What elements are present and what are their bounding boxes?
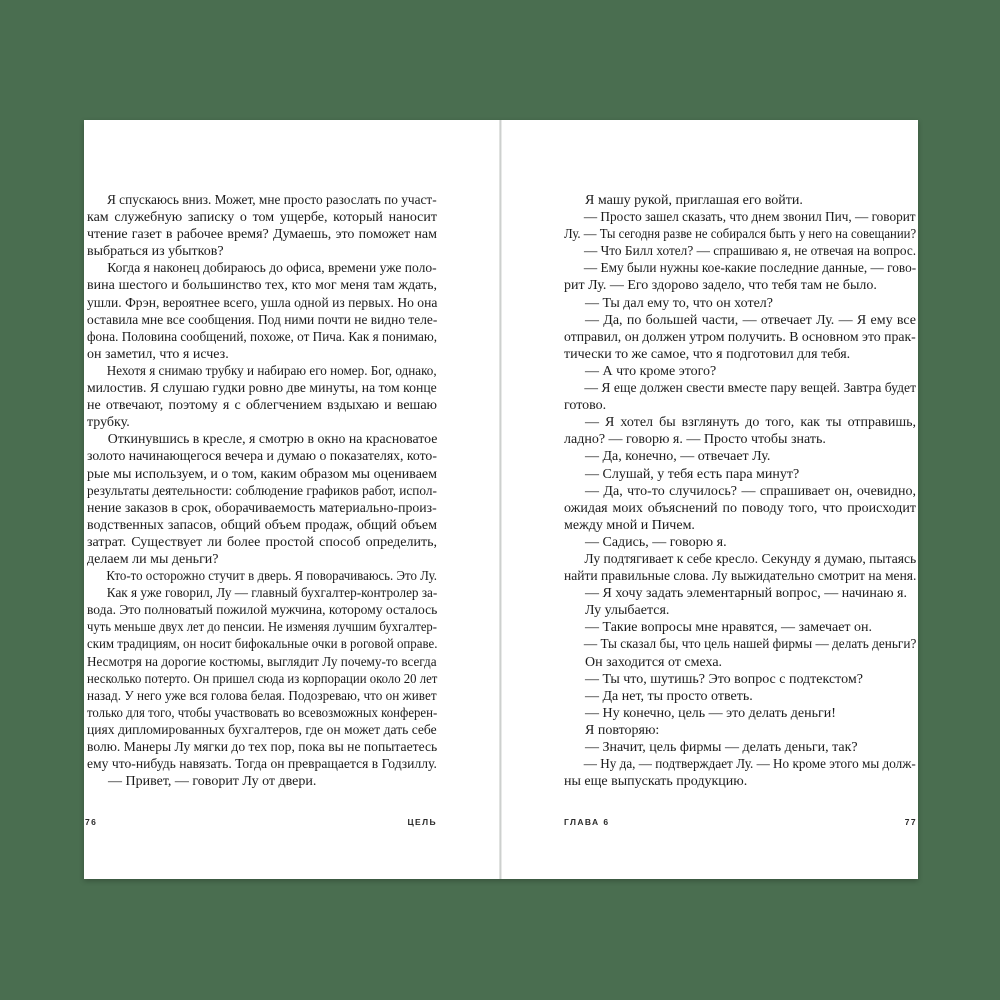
text-line: делаем ли мы деньги? [87,551,219,567]
text-line: несколько потерто. Он пришел сюда из корпорации около 20 лет [87,671,438,687]
text-line: — Такие вопросы мне нравятся, — замечает он. [585,620,873,636]
text-line: золото начинающегося вечера и думаю о показателях, кото- [87,449,437,465]
text-line: чтение газет в рабочее время? Думаешь, это поможет нам [87,227,437,243]
text-line: Я повторяю: [585,722,660,738]
text-line: Лу. — Ты сегодня разве не собирался быть у него на совещании? [564,227,917,243]
text-line: — Что Билл хотел? — спрашиваю я, не отвечая на вопрос. [583,244,917,260]
text-line: — А что кроме этого? [585,363,717,379]
text-line: ему что-нибудь навязать. Тогда он превращается в Годзиллу. [87,757,437,773]
text-line: только для того, чтобы участвовать во всевозможных конферен- [87,705,438,721]
text-line: — Я хочу задать элементарный вопрос, — начинаю я. [585,586,907,602]
text-line: — Да, по большей части, — отвечает Лу. — Я ему все [585,312,916,328]
text-line: Как я уже говорил, Лу — главный бухгалтер-контролер за- [106,586,438,602]
text-line: фона. Половина сообщений, похоже, от Пича. Как я понимаю, [87,329,438,345]
text-line: чуть меньше двух лет до пенсии. Не изменяя лучшим бухгалтер- [87,620,437,636]
text-line: ушли. Фрэн, вероятнее всего, ушла одной из первых. Но она [87,295,438,311]
text-line: отправил, он должен утром получить. В основном это прак- [564,329,916,345]
text-line: Нехотя я снимаю трубку и набираю его номер. Бог, однако, [106,363,437,379]
paragraph [564,756,916,790]
paragraph [564,722,916,739]
text-line: — Да, что-то случилось? — спрашивает он, очевидно, [585,483,916,499]
left-page-text [87,192,437,790]
text-line: Кто-то осторожно стучит в дверь. Я поворачиваюсь. Это Лу. [106,569,437,585]
paragraph [87,260,437,363]
text-line: он заметил, что я исчез. [87,346,229,362]
paragraph [87,363,437,431]
paragraph [564,312,916,363]
text-line: — Садись, — говорю я. [585,534,727,550]
right-page [502,120,918,879]
paragraph [564,551,916,585]
paragraph [564,654,916,671]
left-page-footer [85,817,437,827]
text-line: — Просто зашел сказать, что днем звонил Пич, — говорит [583,210,916,226]
paragraph [564,363,916,380]
paragraph [564,414,916,448]
right-page-footer [564,817,917,827]
paragraph [87,773,437,790]
text-line: — Ну конечно, цель — это делать деньги! [585,705,836,721]
text-line: — Ты что, шутишь? Это вопрос с подтекстом? [585,671,863,687]
text-line: — Ты сказал бы, что цель нашей фирмы — делать деньги? [583,637,917,653]
text-line: — Слушай, у тебя есть пара минут? [585,466,800,482]
paragraph [564,192,916,209]
paragraph [564,295,916,312]
text-line: — Да, конечно, — отвечает Лу. [585,449,771,465]
text-line: Он заходится от смеха. [585,654,723,670]
paragraph [564,466,916,483]
text-line: Когда я наконец добираюсь до офиса, времени уже поло- [107,261,437,277]
text-line: рит Лу. — Его здорово задело, что тебя там не было. [564,278,877,294]
text-line: назад. У него уже вся голова белая. Подозреваю, что он живет [87,688,437,704]
paragraph [564,483,916,534]
text-line: вина шестого и большинство тех, кто мог меня там ждать, [87,278,437,294]
paragraph [564,380,916,414]
text-line: волю. Манеры Лу мягки до тех пор, пока вы не попытаетесь [87,740,438,755]
paragraph [564,585,916,602]
text-line: Лу подтягивает к себе кресло. Секунду я думаю, пытаясь [584,551,917,567]
left-page [84,120,499,879]
paragraph [564,209,916,243]
text-line: милостив. Я слушаю гудки ровно две минуты, на том конце [87,381,437,397]
text-line: ским традициям, он носит бифокальные очки в роговой оправе. [87,637,438,653]
paragraph [564,671,916,688]
text-line: рые мы используем, и о том, каким образом мы оцениваем [87,466,437,482]
text-line: результаты деятельности: соблюдение графиков работ, испол- [87,483,437,499]
paragraph [564,534,916,551]
paragraph [564,688,916,705]
paragraph [564,243,916,260]
right-page-number: 77 [904,817,917,827]
text-line: нение заказов в срок, оборачиваемость материально-произ- [87,500,437,516]
running-title: ЦЕЛЬ [407,817,437,827]
text-line: ожидая моих объяснений по поводу того, что происходит [564,500,916,516]
paragraph [87,431,437,568]
text-line: — Значит, цель фирмы — делать деньги, так? [585,740,858,755]
text-line: вода. Это полноватый пожилой мужчина, которому осталось [87,603,438,619]
text-line: найти правильные слова. Лу выжидательно смотрит на меня. [564,569,917,585]
text-line: оставила мне все сообщения. Под ними почти не видно теле- [87,312,438,328]
paragraph [87,585,437,773]
paragraph [564,739,916,756]
paragraph [564,619,916,636]
text-line: между мной и Пичем. [564,517,695,533]
paragraph [564,636,916,653]
text-line: Лу улыбается. [585,603,670,619]
text-line: циях дипломированных бухгалтеров, где он может дать себе [87,722,437,738]
text-line: затрат. Существует ли более простой способ определить, [87,534,437,550]
text-line: Несмотря на дорогие костюмы, выглядит Лу почему-то всегда [87,654,437,670]
text-line: ны еще выпускать продукцию. [564,774,748,790]
text-line: Я машу рукой, приглашая его войти. [585,193,803,208]
text-line: Откинувшись в кресле, я смотрю в окно на красноватое [107,432,438,448]
text-line: — Ты дал ему то, что он хотел? [585,295,773,311]
right-page-text [564,192,916,790]
text-line: — Привет, — говорит Лу от двери. [108,774,317,790]
text-line: — Ему были нужны кое-какие последние данные, — гово- [583,261,917,277]
paragraph [87,192,437,260]
paragraph [564,448,916,465]
left-page-number: 76 [85,817,98,827]
book-spread [84,120,918,879]
paragraph [87,568,437,585]
paragraph [564,602,916,619]
text-line: — Я еще должен свести вместе пару вещей. Завтра будет [584,381,917,397]
text-line: Я спускаюсь вниз. Может, мне просто разослать по участ- [106,193,437,208]
chapter-label: ГЛАВА 6 [564,817,610,827]
text-line: водственных запасов, общий объем продаж, общий объем [87,517,437,533]
text-line: — Я хотел бы взглянуть до того, как ты отправишь, [585,415,916,431]
text-line: выбраться из убытков? [87,244,224,260]
paragraph [564,260,916,294]
text-line: не отвечают, поэтому я с облегчением вздыхаю и вешаю [87,398,437,414]
text-line: тически то же самое, что я подготовил для тебя. [564,346,851,362]
text-line: готово. [564,398,607,414]
text-line: кам служебную записку о том ущербе, который наносит [87,210,437,226]
text-line: — Ну да, — подтверждает Лу. — Но кроме этого мы долж- [583,757,916,773]
text-line: трубку. [87,415,130,431]
text-line: ладно? — говорю я. — Просто чтобы знать. [564,432,826,448]
paragraph [564,705,916,722]
text-line: — Да нет, ты просто ответь. [585,688,753,704]
